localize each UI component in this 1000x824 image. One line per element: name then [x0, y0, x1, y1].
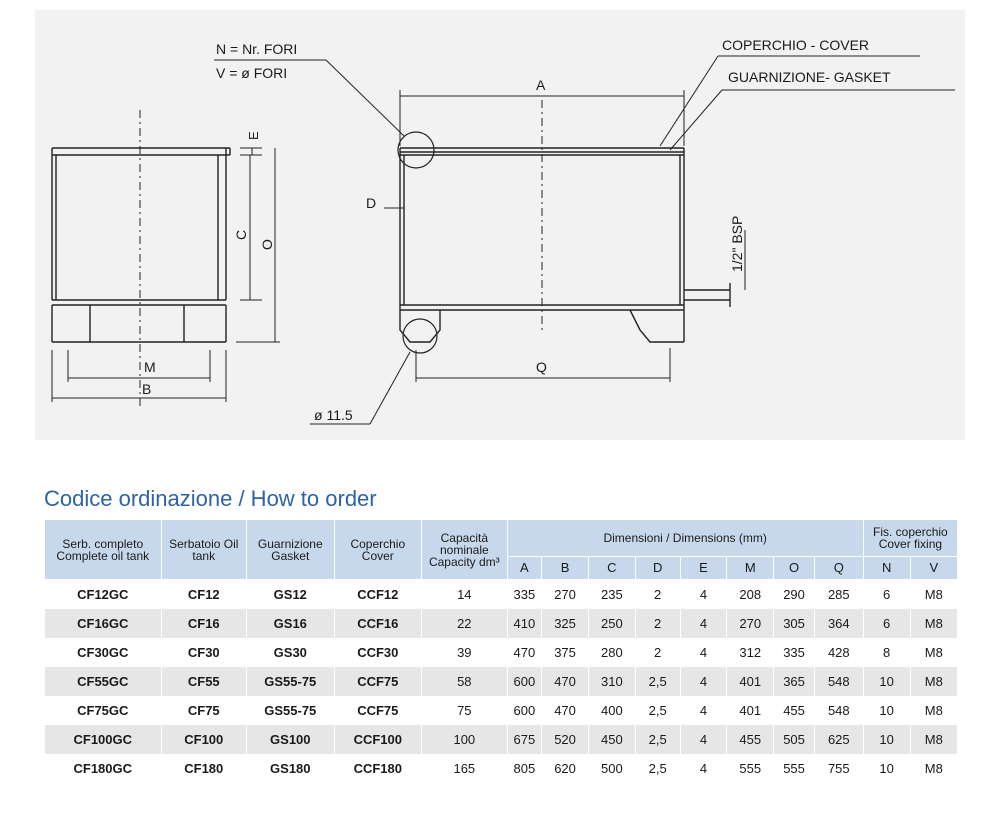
dim-q-label: Q: [536, 359, 547, 375]
cover-code: CCF75: [334, 667, 422, 696]
hole-diameter-label: ø 11.5: [314, 407, 353, 423]
header-fix-n: N: [863, 557, 910, 580]
header-fix-v: V: [910, 557, 957, 580]
oil-tank-code: CF16: [161, 609, 246, 638]
header-dim-a: A: [507, 557, 542, 580]
dim-m-label: M: [144, 359, 156, 375]
cover-code: CCF180: [334, 754, 422, 783]
oil-tank-code: CF30: [161, 638, 246, 667]
gasket-code: GS100: [247, 725, 335, 754]
header-complete-tank: Serb. completo Complete oil tank: [45, 520, 161, 580]
dim-q-value: 428: [814, 638, 863, 667]
cover-code: CCF75: [334, 696, 422, 725]
dim-d-value: 2,5: [635, 696, 680, 725]
fix-n-value: 10: [863, 754, 910, 783]
gasket-code: GS30: [247, 638, 335, 667]
dim-q-value: 285: [814, 580, 863, 610]
fix-n-value: 6: [863, 580, 910, 610]
table-row: [45, 754, 957, 783]
complete-tank-code: CF12GC: [45, 580, 161, 610]
complete-tank-code: CF16GC: [45, 609, 161, 638]
table-row: [45, 667, 957, 696]
gasket-code: GS16: [247, 609, 335, 638]
dim-q-value: 625: [814, 725, 863, 754]
dim-a-value: 805: [507, 754, 542, 783]
dim-d-value: 2: [635, 638, 680, 667]
cover-code: CCF16: [334, 609, 422, 638]
dim-a-value: 600: [507, 667, 542, 696]
dim-d-label: D: [366, 195, 377, 211]
header-dimensions: Dimensioni / Dimensions (mm): [507, 520, 863, 557]
dim-o-value: 290: [774, 580, 815, 610]
dim-b-value: 325: [542, 609, 589, 638]
capacity-value: 39: [422, 638, 507, 667]
dim-q-value: 548: [814, 667, 863, 696]
header-capacity: Capacità nominale Capacity dm³: [422, 520, 507, 580]
table-row: [45, 638, 957, 667]
gasket-code: GS12: [247, 580, 335, 610]
dim-d-value: 2,5: [635, 754, 680, 783]
capacity-value: 100: [422, 725, 507, 754]
complete-tank-code: CF180GC: [45, 754, 161, 783]
header-dim-b: B: [542, 557, 589, 580]
capacity-value: 165: [422, 754, 507, 783]
header-cover-fixing: Fis. coperchio Cover fixing: [863, 520, 957, 557]
dim-e-value: 4: [680, 667, 727, 696]
dim-c-value: 500: [588, 754, 635, 783]
cover-code: CCF12: [334, 580, 422, 610]
dim-b-value: 520: [542, 725, 589, 754]
gasket-code: GS55-75: [247, 667, 335, 696]
dim-e-value: 4: [680, 754, 727, 783]
dim-m-value: 555: [727, 754, 774, 783]
fix-n-value: 8: [863, 638, 910, 667]
header-oil-tank: Serbatoio Oil tank: [161, 520, 246, 580]
v-fori-label: V = ø FORI: [216, 65, 288, 81]
table-row: [45, 609, 957, 638]
capacity-value: 58: [422, 667, 507, 696]
order-table: [45, 520, 957, 783]
dim-e-value: 4: [680, 580, 727, 610]
dim-c-value: 280: [588, 638, 635, 667]
dim-b-label: B: [142, 381, 152, 397]
header-dim-e: E: [680, 557, 727, 580]
dim-b-value: 470: [542, 667, 589, 696]
dim-c-label: C: [233, 229, 249, 240]
bsp-label: 1/2" BSP: [729, 215, 745, 272]
complete-tank-code: CF75GC: [45, 696, 161, 725]
complete-tank-code: CF55GC: [45, 667, 161, 696]
header-dim-m: M: [727, 557, 774, 580]
table-row: [45, 580, 957, 610]
dim-a-value: 470: [507, 638, 542, 667]
dim-q-value: 548: [814, 696, 863, 725]
dim-o-value: 365: [774, 667, 815, 696]
table-row: [45, 696, 957, 725]
fix-v-value: M8: [924, 587, 943, 602]
dim-d-value: 2: [635, 609, 680, 638]
oil-tank-code: CF100: [161, 725, 246, 754]
dim-c-value: 400: [588, 696, 635, 725]
oil-tank-code: CF55: [161, 667, 246, 696]
cover-label: COPERCHIO - COVER: [722, 37, 870, 53]
fix-n-value: 6: [863, 609, 910, 638]
header-dim-q: Q: [814, 557, 863, 580]
dim-c-value: 250: [588, 609, 635, 638]
dim-e-label: E: [246, 131, 261, 140]
gasket-code: GS55-75: [247, 696, 335, 725]
dim-a-value: 600: [507, 696, 542, 725]
dim-d-value: 2,5: [635, 725, 680, 754]
dim-o-value: 505: [774, 725, 815, 754]
gasket-code: GS180: [247, 754, 335, 783]
dim-b-value: 620: [542, 754, 589, 783]
dim-a-value: 675: [507, 725, 542, 754]
fix-n-value: 10: [863, 667, 910, 696]
header-cover: Coperchio Cover: [334, 520, 422, 580]
n-fori-label: N = Nr. FORI: [216, 41, 298, 57]
cover-code: CCF100: [334, 725, 422, 754]
header-dim-c: C: [588, 557, 635, 580]
fix-n-value: 10: [863, 725, 910, 754]
dim-b-value: 470: [542, 696, 589, 725]
complete-tank-code: CF30GC: [45, 638, 161, 667]
table-row: [45, 725, 957, 754]
dim-e-value: 4: [680, 696, 727, 725]
complete-tank-code: CF100GC: [45, 725, 161, 754]
dim-m-value: 208: [727, 580, 774, 610]
dim-m-value: 455: [727, 725, 774, 754]
fix-v-value: M8: [910, 667, 957, 696]
capacity-value: 75: [422, 696, 507, 725]
dim-b-value: 270: [542, 580, 589, 610]
header-gasket: Guarnizione Gasket: [247, 520, 335, 580]
dim-b-value: 375: [542, 638, 589, 667]
dim-c-value: 235: [588, 580, 635, 610]
dim-q-value: 755: [814, 754, 863, 783]
order-title: Codice ordinazione / How to order: [44, 486, 377, 511]
dim-c-value: 450: [588, 725, 635, 754]
order-table-body: [45, 580, 957, 784]
dim-a-value: 410: [507, 609, 542, 638]
dim-a-value: 335: [507, 580, 542, 610]
dim-e-value: 4: [680, 725, 727, 754]
dim-m-value: 270: [727, 609, 774, 638]
dim-o-value: 335: [774, 638, 815, 667]
dim-e-value: 4: [680, 609, 727, 638]
fix-v-value: M8: [924, 761, 943, 776]
dim-m-value: 401: [727, 696, 774, 725]
dim-q-value: 364: [814, 609, 863, 638]
dim-o-value: 555: [774, 754, 815, 783]
dim-d-value: 2,5: [635, 667, 680, 696]
oil-tank-code: CF180: [161, 754, 246, 783]
fix-v-value: M8: [924, 703, 943, 718]
oil-tank-code: CF12: [161, 580, 246, 610]
dim-a-label: A: [536, 77, 546, 93]
fix-n-value: 10: [863, 696, 910, 725]
oil-tank-code: CF75: [161, 696, 246, 725]
fix-v-value: M8: [910, 725, 957, 754]
header-dim-o: O: [774, 557, 815, 580]
dim-o-value: 305: [774, 609, 815, 638]
dim-m-value: 401: [727, 667, 774, 696]
cover-code: CCF30: [334, 638, 422, 667]
capacity-value: 22: [422, 609, 507, 638]
gasket-label: GUARNIZIONE- GASKET: [728, 69, 891, 85]
dim-d-value: 2: [635, 580, 680, 610]
dim-m-value: 312: [727, 638, 774, 667]
fix-v-value: M8: [924, 645, 943, 660]
header-dim-d: D: [635, 557, 680, 580]
dim-e-value: 4: [680, 638, 727, 667]
dim-o-label: O: [259, 239, 275, 250]
dim-o-value: 455: [774, 696, 815, 725]
capacity-value: 14: [422, 580, 507, 610]
fix-v-value: M8: [910, 609, 957, 638]
dim-c-value: 310: [588, 667, 635, 696]
